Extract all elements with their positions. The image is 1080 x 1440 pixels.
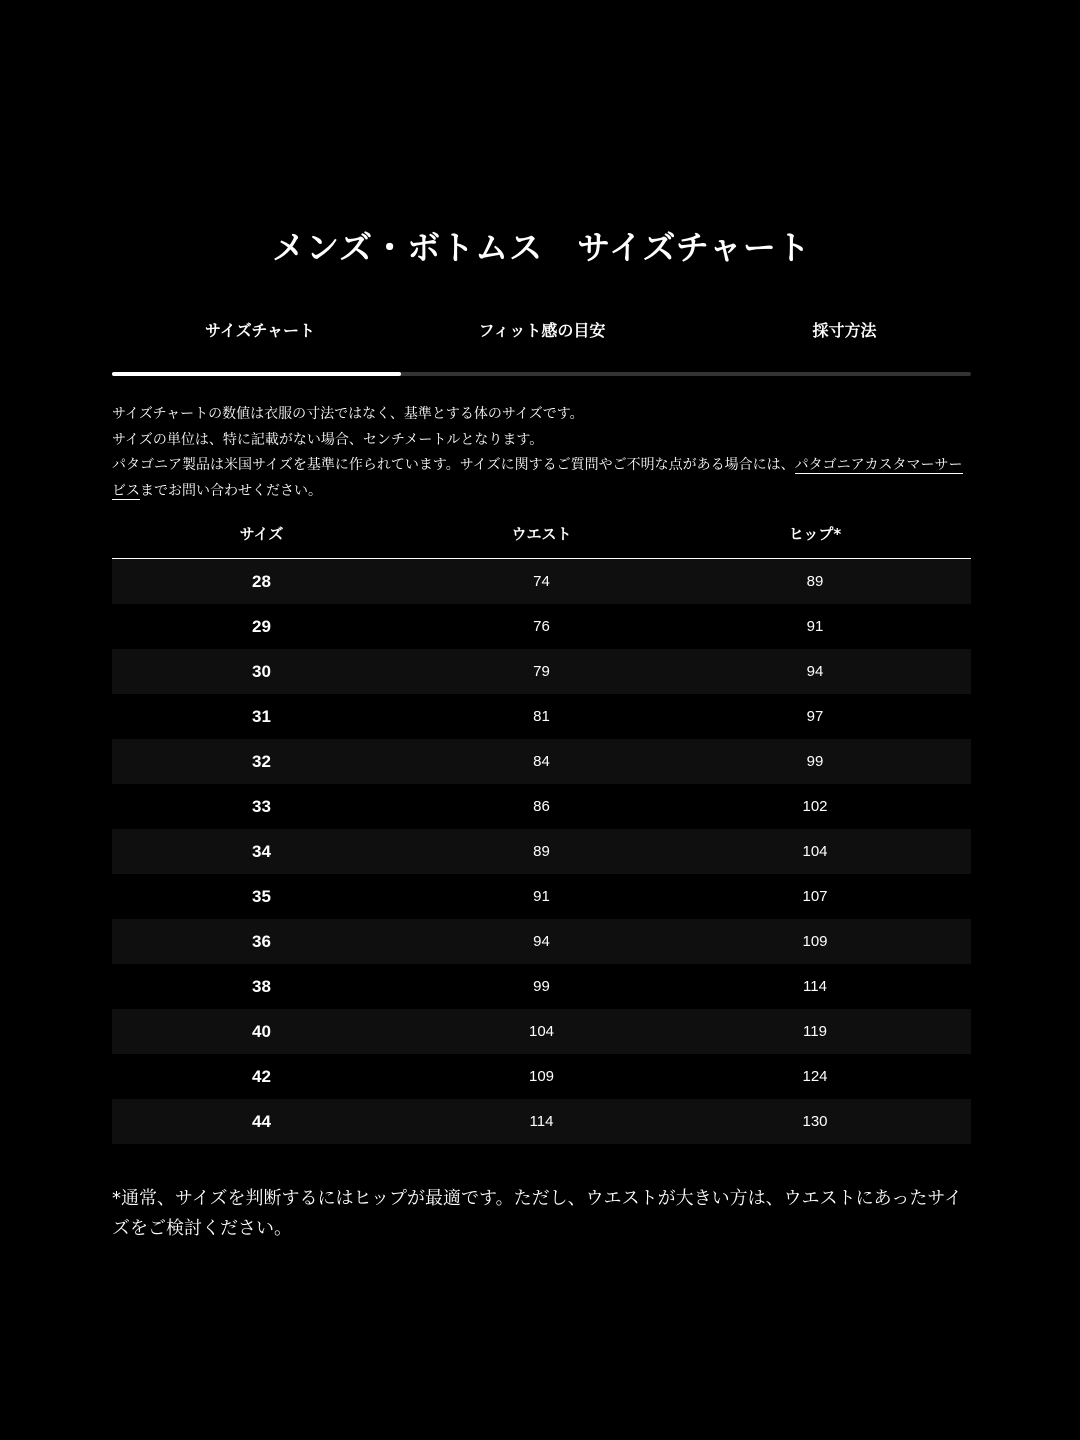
cell-waist: 99: [533, 978, 550, 995]
cell-hip: 124: [802, 1068, 828, 1085]
table-row: [112, 559, 971, 604]
cell-waist: 86: [533, 798, 550, 815]
cell-waist: 79: [533, 663, 550, 680]
cell-size: 30: [252, 662, 271, 681]
cell-hip: 99: [806, 753, 824, 770]
cell-waist: 91: [533, 888, 550, 905]
cell-hip: 91: [806, 618, 824, 635]
table-row: [112, 1099, 971, 1144]
cell-hip: 107: [802, 888, 828, 905]
table-row: [112, 829, 971, 874]
cell-size: 31: [252, 707, 271, 726]
cell-size: 38: [252, 977, 271, 996]
cell-hip: 94: [806, 663, 824, 680]
cell-hip: 109: [802, 933, 828, 950]
intro-line-3: [112, 453, 971, 504]
cell-waist: 81: [533, 708, 550, 725]
tab-fit-guide[interactable]: フィット感の目安: [478, 321, 606, 340]
cell-size: 33: [252, 797, 271, 816]
table-row: [112, 649, 971, 694]
intro-line-1: サイズチャートの数値は衣服の寸法ではなく、基準とする体のサイズです。: [112, 406, 584, 422]
cell-hip: 97: [806, 708, 824, 725]
cell-waist: 109: [528, 1068, 555, 1085]
cell-waist: 76: [533, 618, 550, 635]
cell-waist: 104: [528, 1023, 555, 1040]
cell-size: 40: [252, 1022, 271, 1041]
cell-size: 36: [252, 932, 271, 951]
intro-line-2: サイズの単位は、特に記載がない場合、センチメートルとなります。: [112, 431, 544, 448]
footnote: *通常、サイズを判断するにはヒップが最適です。ただし、ウエストが大きい方は、ウエストにあったサイズをご検討ください。: [112, 1188, 963, 1239]
cell-hip: 104: [802, 843, 828, 860]
intro-text: [112, 402, 971, 504]
table-row: [112, 784, 971, 829]
customer-service-link[interactable]: パタゴニアカスタマーサービス: [112, 457, 963, 499]
size-table: [112, 516, 971, 1144]
tab-measuring[interactable]: 採寸方法: [812, 321, 877, 340]
cell-size: 35: [252, 887, 271, 906]
table-row: [112, 1054, 971, 1099]
cell-size: 32: [252, 752, 271, 771]
header-waist: ウエスト: [511, 525, 572, 543]
table-row: [112, 874, 971, 919]
cell-waist: 94: [533, 933, 550, 950]
table-header: [112, 516, 971, 559]
cell-size: 29: [252, 617, 271, 636]
table-row: [112, 739, 971, 784]
intro-line-3-after: までお問い合わせください。: [140, 482, 322, 499]
cell-waist: 114: [529, 1113, 554, 1130]
tab-size-chart[interactable]: サイズチャート: [205, 321, 315, 340]
cell-size: 34: [252, 842, 271, 861]
table-row: [112, 604, 971, 649]
cell-size: 44: [252, 1112, 271, 1131]
header-hip: ヒップ*: [788, 525, 842, 543]
cell-size: 28: [252, 572, 271, 591]
tab-active-indicator: [112, 372, 401, 376]
cell-waist: 89: [533, 843, 550, 860]
cell-size: 42: [252, 1067, 271, 1086]
cell-waist: 84: [533, 753, 550, 770]
header-size: サイズ: [239, 525, 284, 543]
table-body: [112, 559, 971, 1144]
table-row: [112, 1009, 971, 1054]
intro-line-3-before: パタゴニア製品は米国サイズを基準に作られています。サイズに関するご質問やご不明な点がある場合には、: [112, 457, 795, 473]
tab-bar: [112, 318, 971, 376]
table-row: [112, 919, 971, 964]
cell-hip: 119: [803, 1023, 827, 1040]
table-row: [112, 694, 971, 739]
cell-hip: 102: [802, 798, 828, 815]
cell-hip: 130: [802, 1113, 828, 1130]
cell-hip: 114: [803, 978, 827, 995]
cell-waist: 74: [533, 573, 550, 590]
table-row: [112, 964, 971, 1009]
cell-hip: 89: [806, 573, 824, 590]
page-title: メンズ・ボトムス サイズチャート: [272, 228, 811, 267]
